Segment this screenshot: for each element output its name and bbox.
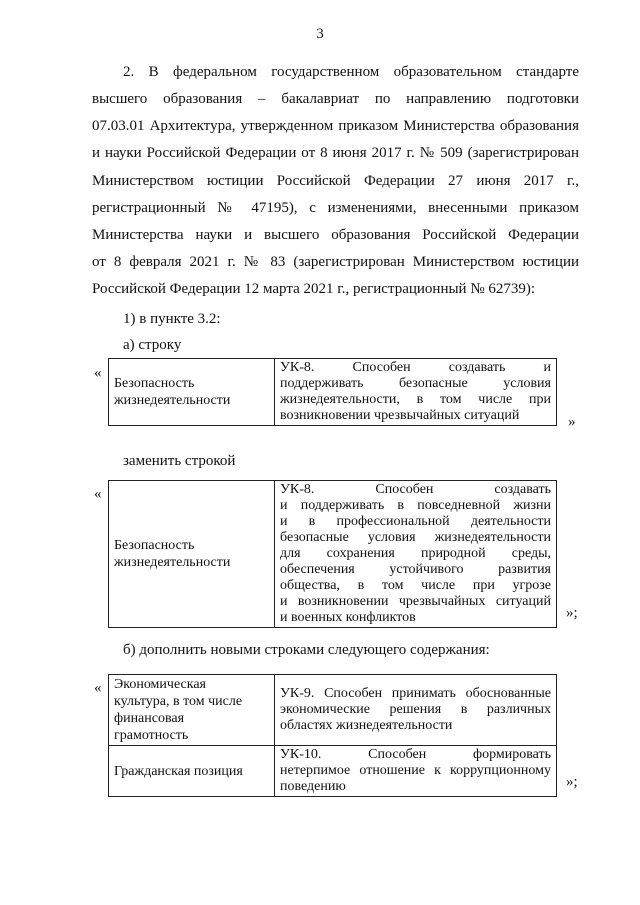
paragraph-line: высшего образования – бакалавриат по направлению подготовки bbox=[92, 91, 579, 107]
competency-description-cell bbox=[275, 359, 557, 426]
competency-category-cell bbox=[109, 675, 275, 746]
open-quote: « bbox=[94, 365, 102, 381]
competency-description-cell bbox=[275, 746, 557, 797]
table-new-row bbox=[108, 480, 557, 628]
cell-line: экономические решения в различных bbox=[280, 702, 551, 717]
open-quote: « bbox=[94, 680, 102, 696]
cell-line: Экономическая bbox=[114, 677, 206, 692]
paragraph-line: 07.03.01 Архитектура, утвержденном приказом Министерства образования bbox=[92, 118, 579, 134]
close-quote-semicolon: »; bbox=[566, 774, 578, 790]
cell-line: поддерживать безопасные условия bbox=[280, 376, 551, 391]
table-old-row bbox=[108, 358, 557, 426]
cell-line: нетерпимое отношение к коррупционному bbox=[280, 763, 551, 778]
cell-line: поведению bbox=[280, 779, 346, 794]
cell-line: возникновении чрезвычайных ситуаций bbox=[280, 408, 520, 423]
cell-line: финансовая bbox=[114, 711, 185, 726]
cell-line: и возникновении чрезвычайных ситуаций bbox=[280, 594, 551, 609]
table-row bbox=[109, 746, 557, 797]
paragraph-line: Российской Федерации 12 марта 2021 г., регистрационный № 62739): bbox=[92, 281, 536, 297]
paragraph-line: регистрационный № 47195), с изменениями, внесенными приказом bbox=[92, 200, 579, 216]
paragraph-line: от 8 февраля 2021 г. № 83 (зарегистрирован Министерством юстиции bbox=[92, 254, 579, 270]
close-quote-semicolon: »; bbox=[566, 605, 578, 621]
open-quote: « bbox=[94, 486, 102, 502]
paragraph-line: Министерства науки и высшего образования Российской Федерации bbox=[92, 227, 579, 243]
cell-line: для сохранения природной среды, bbox=[280, 546, 551, 561]
paragraph-line: 2. В федеральном государственном образовательном стандарте bbox=[123, 64, 579, 80]
sub-item-1: 1) в пункте 3.2: bbox=[123, 311, 221, 327]
cell-line: жизнедеятельности bbox=[114, 555, 231, 570]
sub-item-b: б) дополнить новыми строками следующего содержания: bbox=[123, 642, 490, 658]
sub-item-a: а) строку bbox=[123, 337, 182, 353]
cell-line: жизнедеятельности bbox=[114, 393, 231, 408]
competency-description-cell bbox=[275, 481, 557, 628]
cell-line: Гражданская позиция bbox=[114, 763, 243, 779]
cell-line: и военных конфликтов bbox=[280, 610, 416, 625]
cell-line: Безопасность bbox=[114, 376, 195, 391]
cell-line: жизнедеятельности, в том числе при bbox=[280, 392, 551, 407]
competency-category-cell bbox=[109, 481, 275, 628]
cell-line: УК-8. Способен создавать bbox=[280, 482, 551, 497]
cell-line: областях жизнедеятельности bbox=[280, 718, 453, 733]
competency-description-cell bbox=[275, 675, 557, 746]
cell-line: УК-8. Способен создавать и bbox=[280, 360, 551, 375]
cell-line: УК-10. Способен формировать bbox=[280, 747, 551, 762]
close-quote: » bbox=[568, 414, 576, 430]
cell-line: обеспечения устойчивого развития bbox=[280, 562, 551, 577]
cell-line: УК-9. Способен принимать обоснованные bbox=[280, 686, 551, 701]
paragraph-line: Министерством юстиции Российской Федерации 27 июня 2017 г., bbox=[92, 173, 579, 189]
paragraph-line: и науки Российской Федерации от 8 июня 2017 г. № 509 (зарегистрирован bbox=[92, 145, 579, 161]
cell-line: общества, в том числе при угрозе bbox=[280, 578, 551, 593]
cell-line: Безопасность bbox=[114, 538, 195, 553]
table-row bbox=[109, 675, 557, 746]
competency-category-cell bbox=[109, 746, 275, 797]
replace-instruction: заменить строкой bbox=[123, 453, 236, 469]
competency-category-cell bbox=[109, 359, 275, 426]
cell-line: грамотность bbox=[114, 728, 189, 743]
page-number: 3 bbox=[316, 26, 324, 42]
cell-line: культура, в том числе bbox=[114, 694, 243, 709]
table-row bbox=[109, 481, 557, 628]
table-added-rows bbox=[108, 674, 557, 797]
table-row bbox=[109, 359, 557, 426]
cell-line: и поддерживать в повседневной жизни bbox=[280, 498, 551, 513]
cell-line: и в профессиональной деятельности bbox=[280, 514, 551, 529]
cell-line: безопасные условия жизнедеятельности bbox=[280, 530, 551, 545]
